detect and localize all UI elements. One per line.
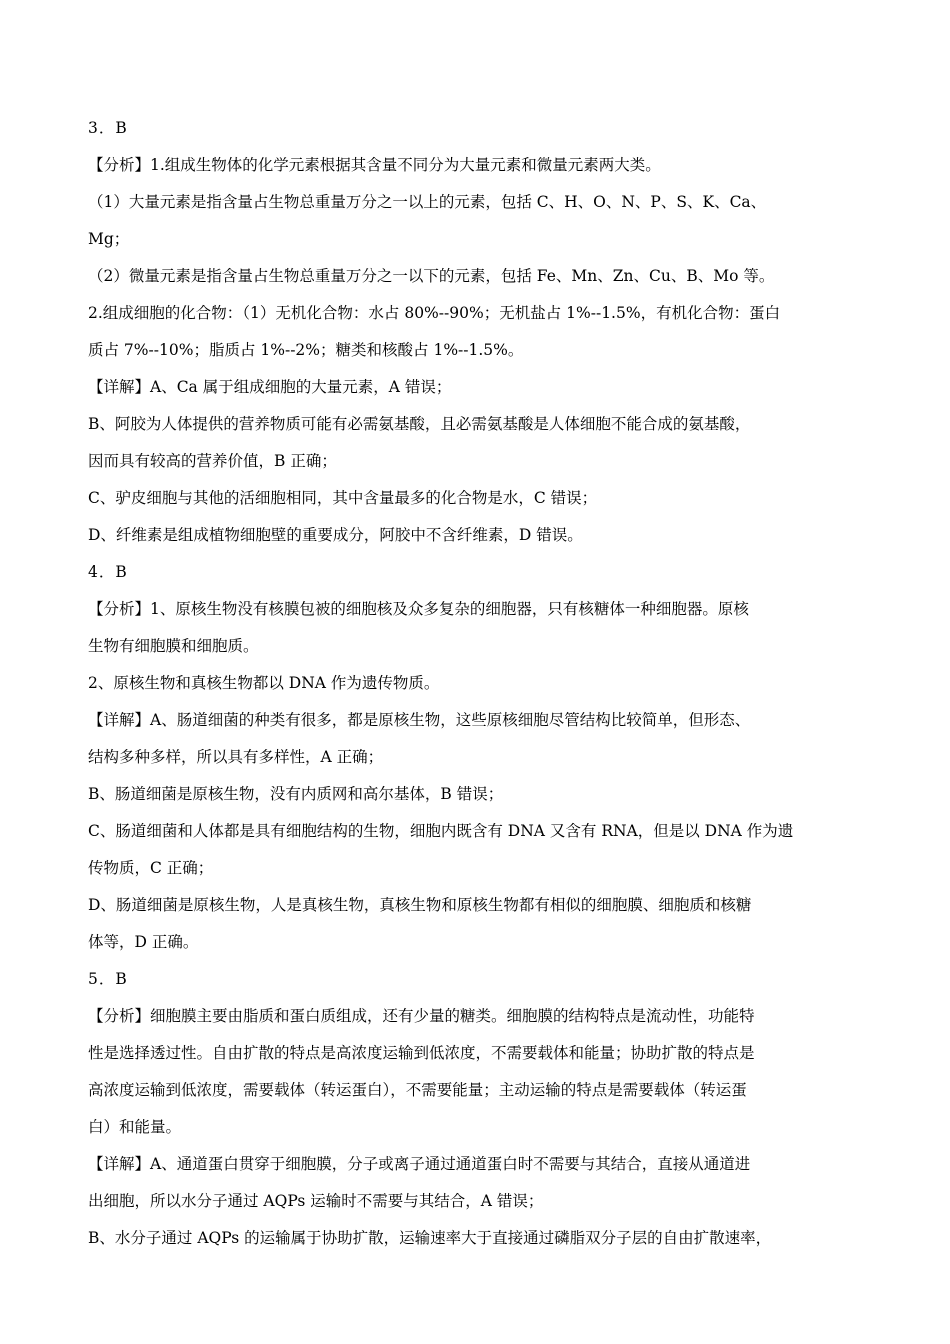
text-line: B、阿胶为人体提供的营养物质可能有必需氨基酸，且必需氨基酸是人体细胞不能合成的氨基酸，	[88, 415, 751, 433]
text-line: 性是选择透过性。自由扩散的特点是高浓度运输到低浓度，不需要载体和能量；协助扩散的特点是	[88, 1044, 755, 1062]
text-line: 【分析】细胞膜主要由脂质和蛋白质组成，还有少量的糖类。细胞膜的结构特点是流动性，功能特	[88, 1007, 755, 1025]
text-line: D、肠道细菌是原核生物，人是真核生物，真核生物和原核生物都有相似的细胞膜、细胞质和核糖	[88, 896, 752, 914]
text-line: （1）大量元素是指含量占生物总重量万分之一以上的元素，包括 C、H、O、N、P、S、K、Ca、	[88, 193, 767, 211]
text-line: 【分析】1.组成生物体的化学元素根据其含量不同分为大量元素和微量元素两大类。	[88, 156, 661, 174]
text-line: C、肠道细菌和人体都是具有细胞结构的生物，细胞内既含有 DNA 又含有 RNA，但是以 DNA 作为遗	[88, 822, 794, 840]
text-line: 结构多种多样，所以具有多样性，A 正确；	[88, 748, 384, 766]
answer-text-block	[88, 110, 812, 1257]
text-line: 【详解】A、肠道细菌的种类有很多，都是原核生物，这些原核细胞尽管结构比较简单，但形态、	[88, 711, 751, 729]
text-line: 2、原核生物和真核生物都以 DNA 作为遗传物质。	[88, 674, 440, 692]
answer-number: 3．B	[88, 119, 128, 137]
text-line: 质占 7%--10%；脂质占 1%--2%；糖类和核酸占 1%--1.5%。	[88, 341, 524, 359]
text-line: 【详解】A、Ca 属于组成细胞的大量元素，A 错误；	[88, 378, 452, 396]
text-line: 高浓度运输到低浓度，需要载体（转运蛋白），不需要能量；主动运输的特点是需要载体（转运蛋	[88, 1081, 747, 1099]
text-line: 2.组成细胞的化合物：（1）无机化合物：水占 80%--90%；无机盐占 1%--1.5%，有机化合物：蛋白	[88, 304, 781, 322]
text-line: 出细胞，所以水分子通过 AQPs 运输时不需要与其结合，A 错误；	[88, 1192, 544, 1210]
answer-number: 4．B	[88, 563, 128, 581]
text-line: （2）微量元素是指含量占生物总重量万分之一以下的元素，包括 Fe、Mn、Zn、Cu、B、Mo 等。	[88, 267, 775, 285]
text-line: 【详解】A、通道蛋白贯穿于细胞膜，分子或离子通过通道蛋白时不需要与其结合，直接从通道进	[88, 1155, 751, 1173]
answer-number: 5．B	[88, 970, 128, 988]
text-line: 传物质，C 正确；	[88, 859, 214, 877]
text-line: 体等，D 正确。	[88, 933, 199, 951]
text-line: B、肠道细菌是原核生物，没有内质网和高尔基体，B 错误；	[88, 785, 504, 803]
text-line: D、纤维素是组成植物细胞壁的重要成分，阿胶中不含纤维素，D 错误。	[88, 526, 583, 544]
text-line: B、水分子通过 AQPs 的运输属于协助扩散，运输速率大于直接通过磷脂双分子层的自由扩散速率，	[88, 1229, 772, 1247]
text-line: 因而具有较高的营养价值，B 正确；	[88, 452, 337, 470]
text-line: Mg；	[88, 230, 130, 248]
text-line: C、驴皮细胞与其他的活细胞相同，其中含量最多的化合物是水，C 错误；	[88, 489, 598, 507]
text-line: 白）和能量。	[88, 1118, 182, 1136]
text-line: 【分析】1、原核生物没有核膜包被的细胞核及众多复杂的细胞器，只有核糖体一种细胞器。原核	[88, 600, 749, 618]
text-line: 生物有细胞膜和细胞质。	[88, 637, 259, 655]
